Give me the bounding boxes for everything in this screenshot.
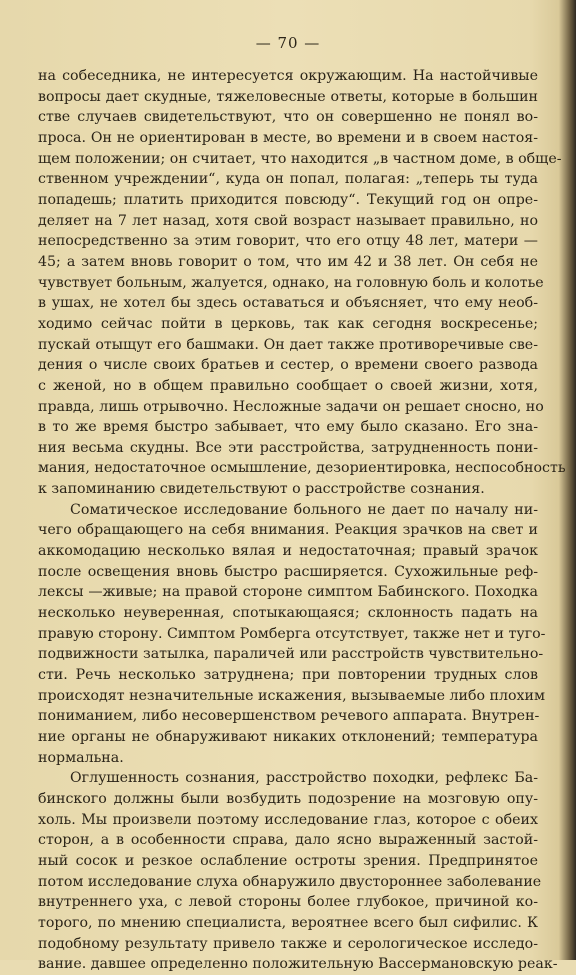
text-line: пускай отыщут его башмаки. Он дает также противоречивые све- <box>38 336 538 353</box>
text-line: бинского должны были возбудить подозрение на мозговую опу- <box>38 790 538 807</box>
text-line: внутреннего уха, с левой стороны более глубокое, причиной ко- <box>38 894 538 911</box>
text-line: ный сосок и резкое ослабление остроты зрения. Предпринятое <box>38 852 538 869</box>
text-line: сти. Речь несколько затруднена; при повторении трудных слов <box>38 667 538 684</box>
text-line: деляет на 7 лет назад, хотя свой возраст называет правильно, но <box>38 212 538 229</box>
text-line: холь. Мы произвели поэтому исследование глаз, которое с обеих <box>38 811 538 828</box>
page-number: — 70 — <box>255 34 321 52</box>
text-line: несколько неуверенная, спотыкающаяся; склонность падать на <box>38 605 538 622</box>
text-line: после освещения вновь быстро расширяется. Сухожильные реф- <box>38 563 538 580</box>
text-line: стве случаев свидетельствуют, что он совершенно не понял во- <box>38 109 538 126</box>
text-line: 45; а затем вновь говорит о том, что им 42 и 38 лет. Он себя не <box>38 253 538 270</box>
text-line: с женой, но в общем правильно сообщает о своей жизни, хотя, <box>38 377 538 394</box>
text-line: потом исследование слуха обнаружило двустороннее заболевание <box>38 873 542 890</box>
paragraph-3 <box>38 768 558 975</box>
text-line: нормальна. <box>38 749 124 766</box>
text-line: лексы —живые; на правой стороне симптом Бабинского. Походка <box>38 584 538 601</box>
text-line: вопросы дает скудные, тяжеловесные ответы, которые в большин <box>38 88 538 105</box>
text-line: Соматическое исследование больного не дает по началу ни- <box>70 501 538 518</box>
text-line: к запоминанию свидетельствуют о расстройстве сознания. <box>38 481 485 498</box>
text-line: чувствует больным, жалуется, однако, на головную боль и колотье <box>38 274 544 291</box>
text-line: ходимо сейчас пойти в церковь, так как сегодня воскресенье; <box>38 315 538 332</box>
text-line: ния весьма скудны. Все эти расстройства, затрудненность пони- <box>38 439 538 456</box>
body-text <box>38 66 566 975</box>
text-line: мания, недостаточное осмышление, дезориентировка, неспособность <box>38 460 566 477</box>
text-line: аккомодацию несколько вялая и недостаточная; правый зрачок <box>38 543 538 560</box>
text-line: правую сторону. Симптом Ромберга отсутствует, также нет и туго- <box>38 625 546 642</box>
text-line: в то же время быстро забывает, что ему было сказано. Его зна- <box>38 419 538 436</box>
text-line: дения о числе своих братьев и сестер, о времени своего развода <box>38 357 538 374</box>
text-line: ние органы не обнаруживают никаких отклонений; температура <box>38 729 538 745</box>
paragraph-1 <box>38 66 566 500</box>
text-line: ственном учреждении“, куда он попал, полагая: „теперь ты туда <box>38 171 538 188</box>
text-line: подвижности затылка, параличей или расстройств чувствительно- <box>38 646 544 663</box>
text-line: Оглушенность сознания, расстройство походки, рефлекс Ба- <box>70 770 538 787</box>
text-line: щем положении; он считает, что находится „в частном доме, в обще- <box>38 150 562 167</box>
text-line: на собеседника, не интересуется окружающим. На настойчивые <box>38 68 538 84</box>
text-line: пониманием, либо несовершенством речевого аппарата. Внутрен- <box>38 708 540 725</box>
text-line: торого, по мнению специалиста, вероятнее всего был сифилис. К <box>38 914 538 931</box>
text-line: сторон, а в особенности справа, дало ясно выраженный застой- <box>38 832 538 849</box>
paragraph-2 <box>38 500 546 769</box>
text-line: проса. Он не ориентирован в месте, во времени и в своем настоя- <box>38 129 538 146</box>
text-line: попадешь; платить приходится повсюду“. Текущий год он опре- <box>38 191 538 208</box>
text-line: вание. давшее определенно положительную Вассермановскую реак- <box>38 956 558 973</box>
text-line: правда, лишь отрывочно. Несложные задачи он решает сносно, но <box>38 398 544 415</box>
text-line: непосредственно за этим говорит, что его отцу 48 лет, матери — <box>38 233 538 250</box>
text-line: происходят незначительные искажения, вызываемые либо плохим <box>38 687 546 704</box>
text-line: подобному результату привело также и серологическое исследо- <box>38 935 538 952</box>
text-line: в ушах, не хотел бы здесь оставаться и объясняет, что ему необ- <box>38 295 538 312</box>
text-line: чего обращающего на себя внимания. Реакция зрачков на свет и <box>38 522 538 539</box>
